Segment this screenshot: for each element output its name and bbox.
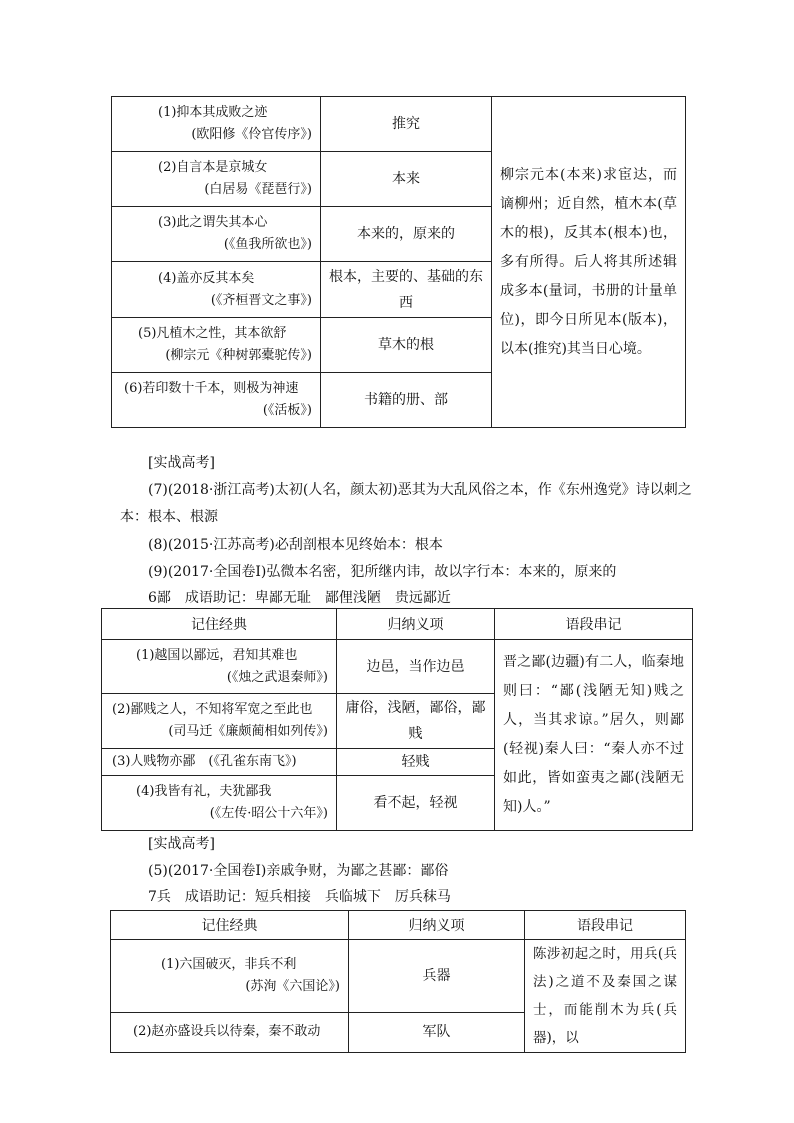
meaning-cell: 草木的根 <box>321 318 492 373</box>
column-header: 归纳义项 <box>337 609 495 640</box>
example-text: (4)盖亦反其本矣 <box>158 270 255 286</box>
source-text: (《左传·昭公十六年》) <box>209 806 328 821</box>
table-ben <box>111 96 686 428</box>
practice-item: (8)(2015·江苏高考)必刮剖根本见终始本：根本 <box>148 537 443 553</box>
example-text: (3)人贱物亦鄙 (《孔雀东南飞》) <box>112 754 297 769</box>
source-text: (司马迁《廉颇蔺相如列传》) <box>168 724 328 739</box>
example-cell <box>102 749 337 776</box>
example-cell <box>112 318 321 373</box>
table-row <box>111 940 686 1013</box>
source-text: (白居易《琵琶行》) <box>204 182 312 197</box>
meaning-cell: 本来的，原来的 <box>321 207 492 262</box>
example-cell <box>112 97 321 152</box>
meaning-cell: 看不起，轻视 <box>337 776 495 831</box>
meaning-cell: 轻贱 <box>337 749 495 776</box>
table-header-row <box>102 609 693 640</box>
column-header: 记住经典 <box>102 609 337 640</box>
column-header: 归纳义项 <box>349 911 525 940</box>
story-cell: 晋之鄙(边疆)有二人，临秦地则曰：“鄙(浅陋无知)贱之人，当其求谅。”居久，则鄙(轻视)秦人曰：“秦人亦不过如此，皆如蛮夷之鄙(浅陋无知)人。” <box>495 640 693 831</box>
example-text: (2)自言本是京城女 <box>158 160 268 175</box>
meaning-cell: 本来 <box>321 152 492 207</box>
example-text: (3)此之谓失其本心 <box>158 215 268 230</box>
meaning-cell: 军队 <box>349 1012 525 1052</box>
example-cell <box>102 694 337 749</box>
example-cell <box>112 262 321 318</box>
table-header-row <box>111 911 686 940</box>
column-header: 语段串记 <box>495 609 693 640</box>
example-text: (5)凡植木之性，其本欲舒 <box>138 326 287 341</box>
example-cell <box>102 776 337 831</box>
column-header: 记住经典 <box>111 911 349 940</box>
source-text: (《烛之武退秦师》) <box>226 669 328 685</box>
practice-item: (5)(2017·全国卷Ⅰ)亲戚争财，为鄙之甚鄙：鄙俗 <box>148 863 449 879</box>
meaning-cell: 庸俗，浅陋，鄙俗，鄙贱 <box>337 694 495 749</box>
example-text: (1)六国破灭，非兵不利 <box>161 956 297 972</box>
meaning-cell: 书籍的册、部 <box>321 373 492 428</box>
meaning-cell: 推究 <box>321 97 492 152</box>
example-text: (4)我皆有礼，夫犹鄙我 <box>136 784 272 799</box>
example-cell <box>112 152 321 207</box>
practice-heading: [实战高考] <box>148 455 215 471</box>
practice-item: 本：根本、根源 <box>120 509 218 525</box>
meaning-cell: 兵器 <box>349 940 525 1013</box>
table-row <box>112 97 686 152</box>
source-text: (《齐桓晋文之事》) <box>210 292 312 308</box>
story-cell: 陈涉初起之时，用兵(兵法)之道不及秦国之谋士，而能削木为兵(兵器)，以 <box>525 940 686 1053</box>
section-title: 7兵 成语助记：短兵相接 兵临城下 厉兵秣马 <box>148 889 451 905</box>
practice-item: (7)(2018·浙江高考)太初(人名，颜太初)恶其为大乱风俗之本，作《东州逸党》诗以刺之 <box>148 482 692 498</box>
table-bing <box>110 910 686 1053</box>
practice-item: (9)(2017·全国卷Ⅰ)弘微本名密，犯所继内讳，故以字行本：本来的，原来的 <box>148 564 617 580</box>
source-text: (《活板》) <box>262 403 312 418</box>
example-cell <box>112 207 321 262</box>
practice-heading: [实战高考] <box>148 836 215 852</box>
example-cell <box>112 373 321 428</box>
story-cell: 柳宗元本(本来)求宦达，而谪柳州；近自然，植木本(草木的根)，反其本(根本)也，多有所得。后人将其所述辑成多本(量词，书册的计量单位)，即今日所见本(版本)，以本(推究)其当日心境。 <box>492 97 686 428</box>
table-row <box>102 640 693 694</box>
example-text: (1)越国以鄙远，君知其难也 <box>136 647 298 663</box>
meaning-cell: 边邑，当作边邑 <box>337 640 495 694</box>
source-text: (柳宗元《种树郭橐驼传》) <box>165 348 312 363</box>
meaning-cell: 根本，主要的、基础的东西 <box>321 262 492 318</box>
example-cell <box>111 1012 349 1052</box>
example-text: (2)鄙贱之人，不知将军宽之至此也 <box>112 702 313 717</box>
table-bi <box>101 608 693 831</box>
example-text: (2)赵亦盛设兵以待秦，秦不敢动 <box>133 1024 321 1040</box>
example-cell <box>111 940 349 1013</box>
source-text: (《鱼我所欲也》) <box>223 237 312 252</box>
example-text: (1)抑本其成败之迹 <box>158 105 268 120</box>
source-text: (苏洵《六国论》) <box>245 978 340 994</box>
example-text: (6)若印数十千本，则极为神速 <box>124 381 299 396</box>
example-cell <box>102 640 337 694</box>
source-text: (欧阳修《伶官传序》) <box>191 127 312 142</box>
column-header: 语段串记 <box>525 911 686 940</box>
section-title: 6鄙 成语助记：卑鄙无耻 鄙俚浅陋 贵远鄙近 <box>148 590 451 606</box>
